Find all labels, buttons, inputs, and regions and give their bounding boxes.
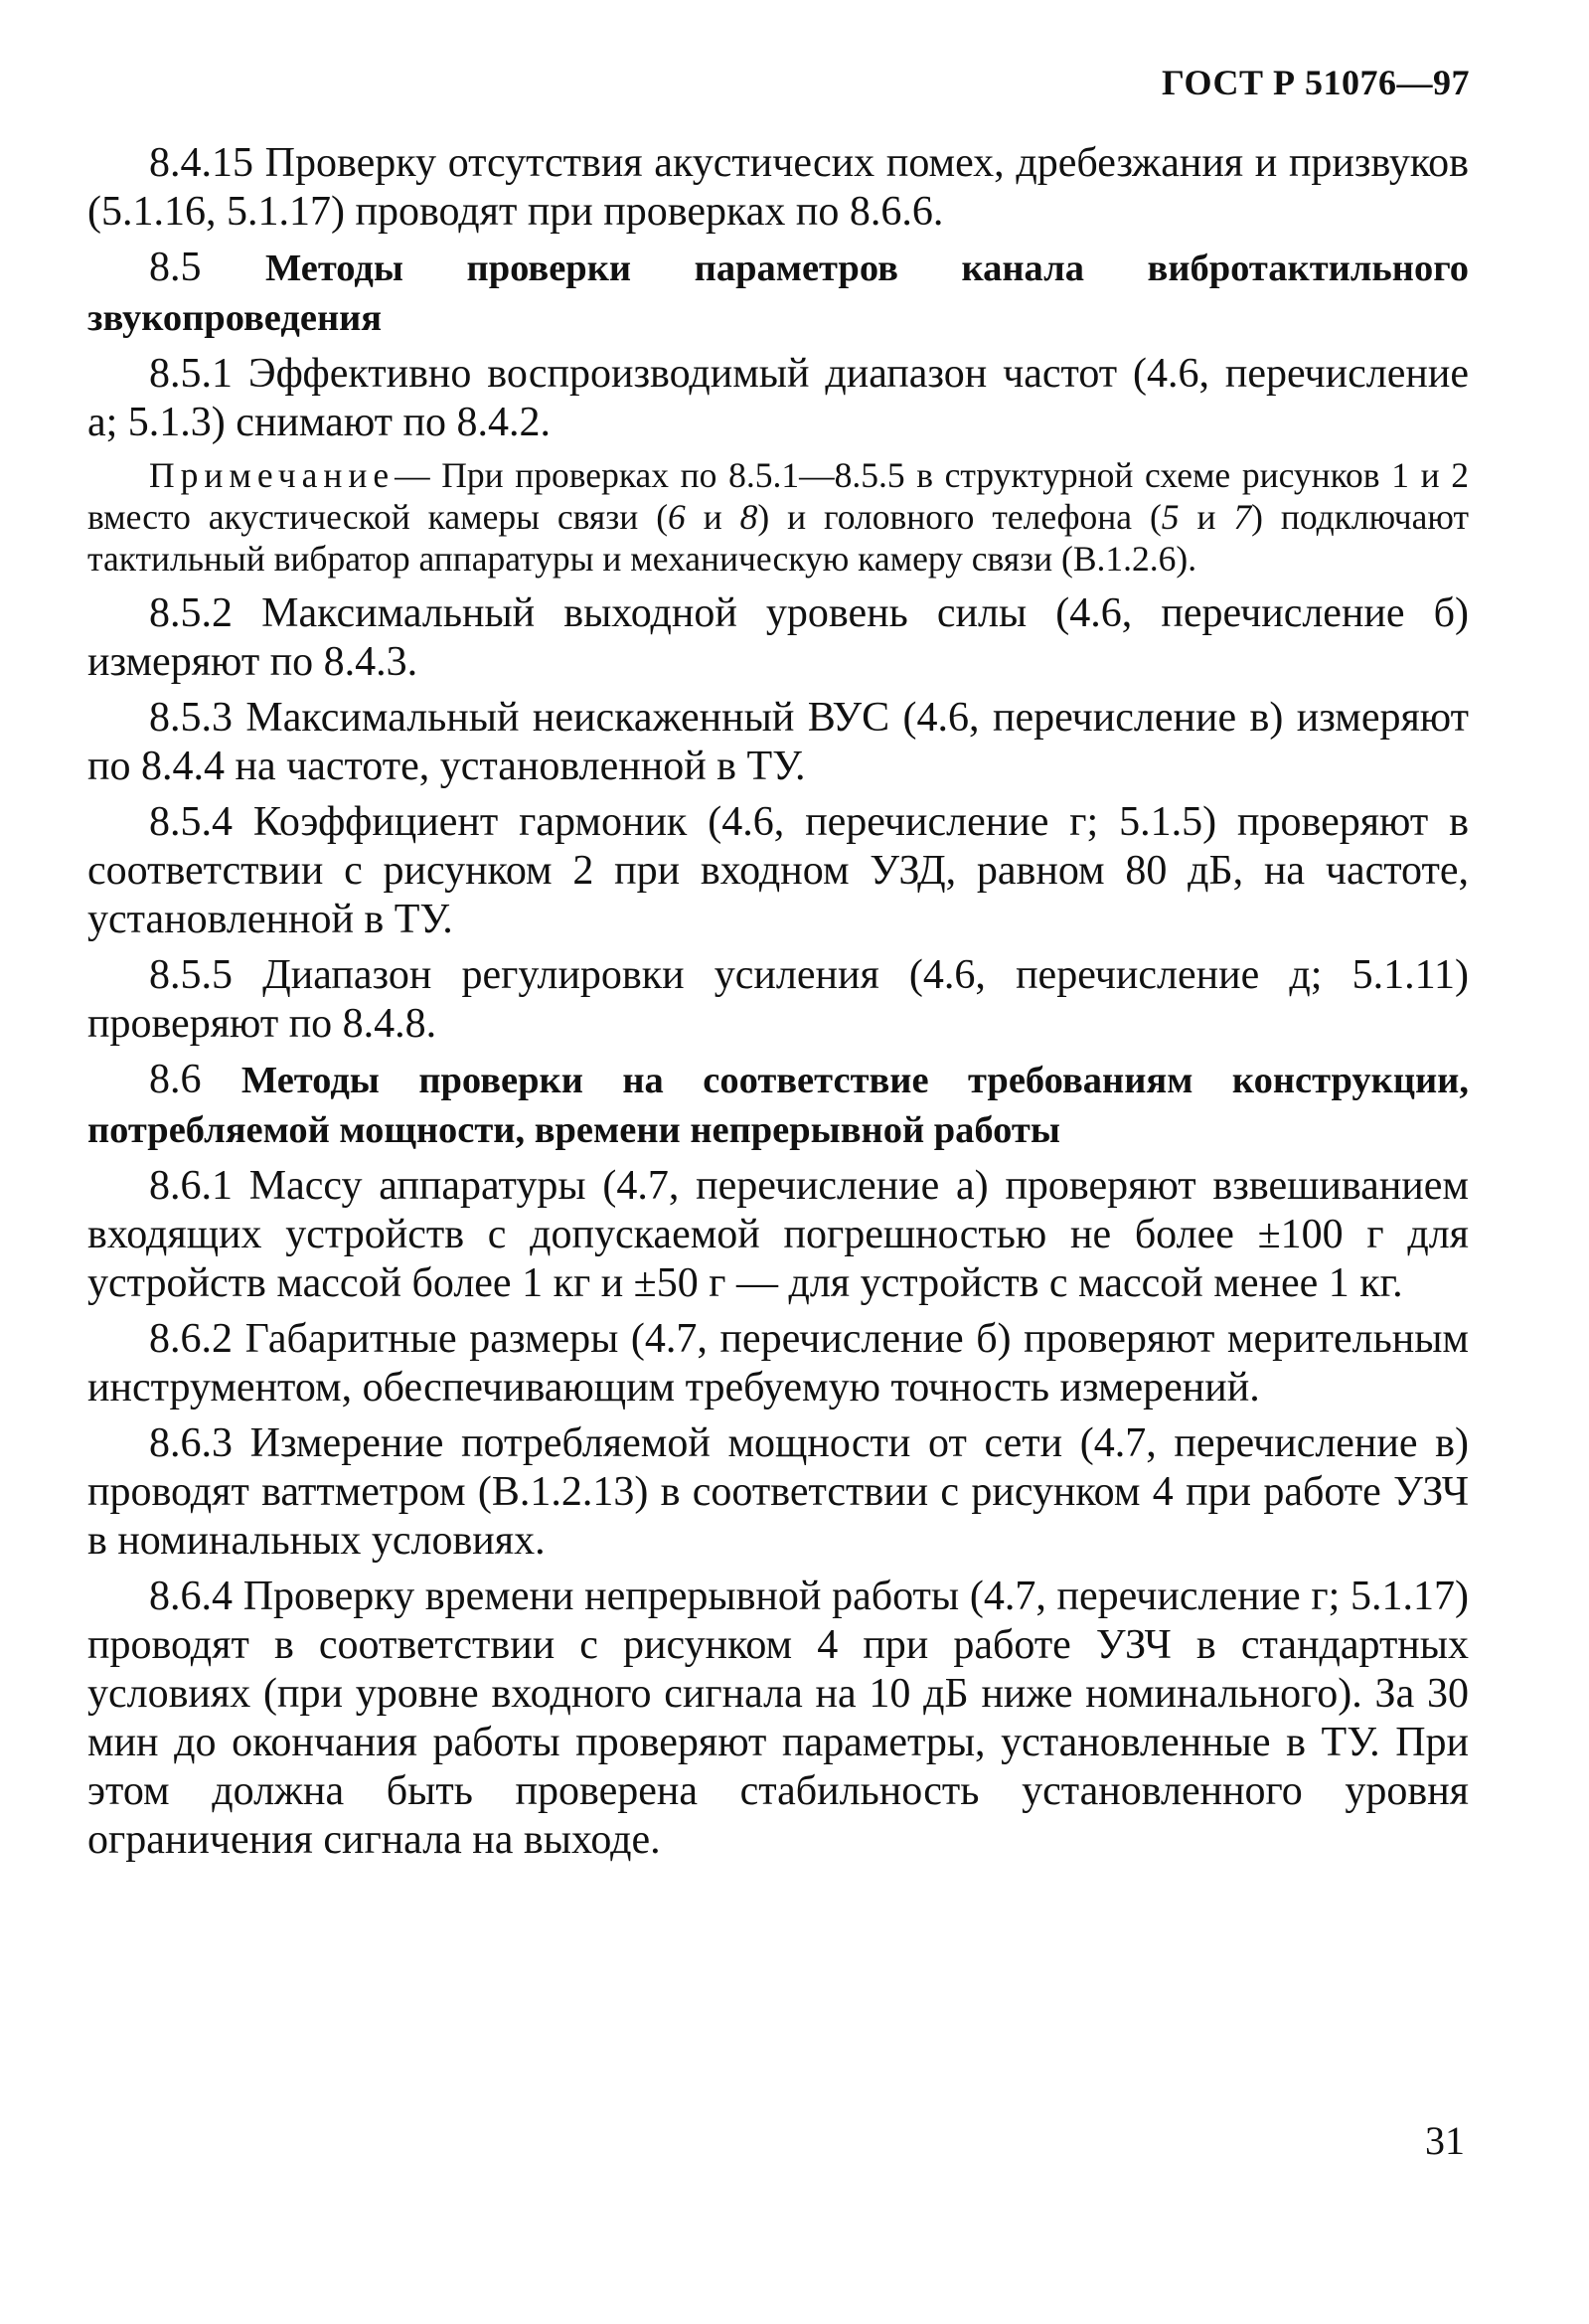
paragraph-8-4-15: 8.4.15 Проверку отсутствия акустичесих помех, дребезжания и призвуков (5.1.16, 5.1.17) проводят при проверках по 8.6.6.: [87, 140, 1469, 235]
section-heading-8-6: [87, 1056, 1469, 1155]
note-text: и: [1179, 497, 1234, 537]
section-heading-8-5: [87, 244, 1469, 343]
note-paragraph: [87, 454, 1469, 580]
paragraph-8-5-1: 8.5.1 Эффективно воспроизводимый диапазон частот (4.6, перечисление а; 5.1.3) снимают по 8.4.2.: [87, 351, 1469, 445]
paragraph-8-6-4: 8.6.4 Проверку времени непрерывной работы (4.7, перечисление г; 5.1.17) проводят в соответствии с рисунком 4 при работе УЗЧ в стандартных условиях (при уровне входного сигнала на 10 дБ ниже номинального). За 30 мин до окончания работы проверяют параметры, установленные в ТУ. При этом должна быть проверена стабильность установленного уровня ограничения сигнала на выходе.: [87, 1574, 1469, 1863]
paragraph-8-5-4: 8.5.4 Коэффициент гармоник (4.6, перечисление г; 5.1.5) проверяют в соответствии с рисунком 2 при входном УЗД, равном 80 дБ, на частоте, установленной в ТУ.: [87, 799, 1469, 942]
paragraph-8-6-3: 8.6.3 Измерение потребляемой мощности от сети (4.7, перечисление в) проводят ваттметром (В.1.2.13) в соответствии с рисунком 4 при работе УЗЧ в номинальных условиях.: [87, 1420, 1469, 1564]
note-ref: 6: [668, 497, 686, 537]
paragraph-8-5-2: 8.5.2 Максимальный выходной уровень силы (4.6, перечисление б) измеряют по 8.4.3.: [87, 590, 1469, 685]
note-text: — При проверках по 8.5.1—8.5.5 в структурной схеме рисунков 1 и 2 вместо акустической камеры связи (: [87, 455, 1469, 537]
note-text: и: [685, 497, 740, 537]
section-title: Методы проверки параметров канала вибротактильного звукопроведения: [87, 248, 1470, 339]
note-ref: 8: [739, 497, 758, 537]
section-number: 8.6: [149, 1057, 202, 1102]
note-text: ) подключают тактильный вибратор аппаратуры и механическую камеру связи (В.1.2.6).: [87, 497, 1469, 579]
note-text: ) и головного телефона (: [757, 497, 1162, 537]
note-ref: 7: [1233, 497, 1252, 537]
note-ref: 5: [1161, 497, 1180, 537]
paragraph-8-5-5: 8.5.5 Диапазон регулировки усиления (4.6, перечисление д; 5.1.11) проверяют по 8.4.8.: [87, 952, 1469, 1047]
page-body: [87, 139, 1469, 1872]
section-number: 8.5: [149, 245, 202, 290]
paragraph-8-5-3: 8.5.3 Максимальный неискаженный ВУС (4.6, перечисление в) измеряют по 8.4.4 на частоте, установленной в ТУ.: [87, 695, 1469, 789]
section-title: Методы проверки на соответствие требованиям конструкции, потребляемой мощности, времени непрерывной работы: [87, 1060, 1469, 1151]
note-label: Примечание: [149, 455, 396, 495]
page-number: 31: [1425, 2118, 1465, 2163]
paragraph-8-6-2: 8.6.2 Габаритные размеры (4.7, перечисление б) проверяют мерительным инструментом, обеспечивающим требуемую точность измерений.: [87, 1316, 1469, 1411]
paragraph-8-6-1: 8.6.1 Массу аппаратуры (4.7, перечисление а) проверяют взвешиванием входящих устройств с допускаемой погрешностью не более ±100 г для устройств массой более 1 кг и ±50 г — для устройств с массой менее 1 кг.: [87, 1163, 1469, 1306]
document-header: ГОСТ Р 51076—97: [1162, 63, 1470, 102]
